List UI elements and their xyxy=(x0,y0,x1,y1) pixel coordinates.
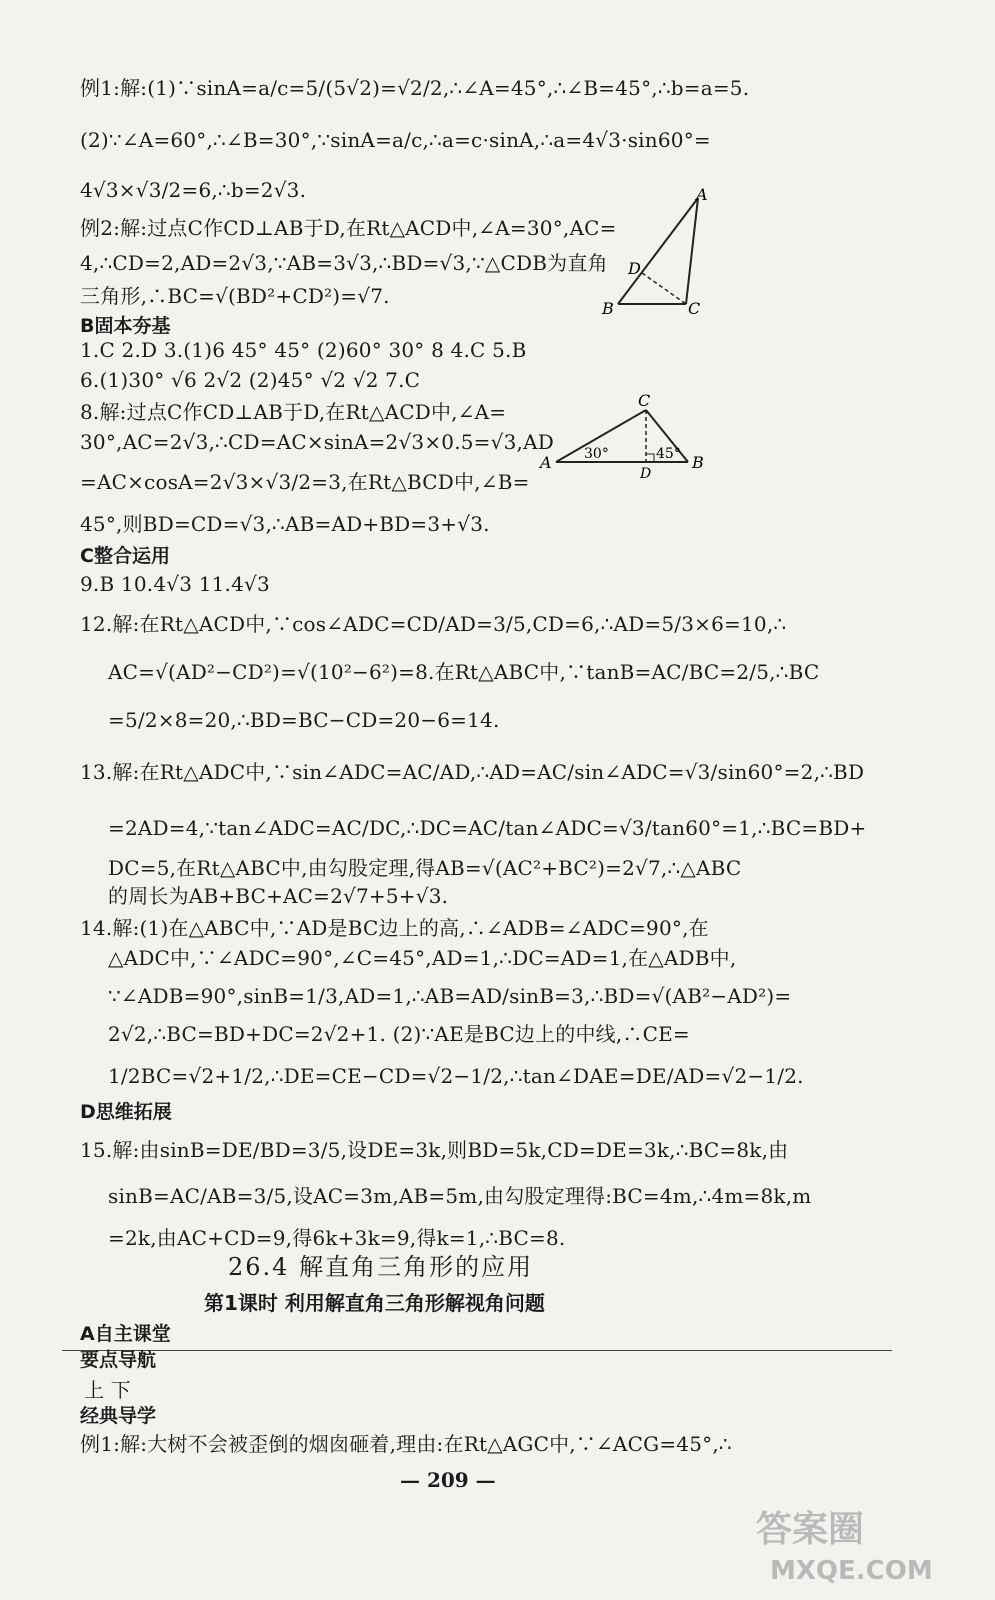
text-line: 6.(1)30° √6 2√2 (2)45° √2 √2 7.C xyxy=(80,368,421,392)
label-d: D xyxy=(640,466,652,482)
text-line: 例2:解:过点C作CD⊥AB于D,在Rt△ACD中,∠A=30°,AC= xyxy=(80,216,617,240)
text-line: 4,∴CD=2,AD=2√3,∵AB=3√3,∴BD=√3,∵△CDB为直角 xyxy=(80,251,608,275)
triangle-figure-1 xyxy=(596,188,716,323)
section-heading: B固本夯基 xyxy=(80,315,171,337)
text-line: AC=√(AD²−CD²)=√(10²−6²)=8.在Rt△ABC中,∵tanB=AC/BC=2/5,∴BC xyxy=(108,660,820,684)
text-line: 8.解:过点C作CD⊥AB于D,在Rt△ACD中,∠A= xyxy=(80,400,507,424)
divider xyxy=(62,1350,892,1351)
text-line: sinB=AC/AB=3/5,设AC=3m,AB=5m,由勾股定理得:BC=4m,∴4m=8k,m xyxy=(108,1184,812,1208)
label-b: B xyxy=(602,299,614,318)
section-heading: D思维拓展 xyxy=(80,1101,172,1123)
text-line: 2√2,∴BC=BD+DC=2√2+1. (2)∵AE是BC边上的中线,∴CE= xyxy=(108,1022,690,1046)
subheading: 要点导航 xyxy=(80,1349,157,1371)
text-line: 1/2BC=√2+1/2,∴DE=CE−CD=√2−1/2,∴tan∠DAE=DE/AD=√2−1/2. xyxy=(108,1064,804,1088)
text-line: =2AD=4,∵tan∠ADC=AC/DC,∴DC=AC/tan∠ADC=√3/tan60°=1,∴BC=BD+ xyxy=(108,816,867,840)
section-title: 26.4 解直角三角形的应用 xyxy=(228,1253,534,1281)
label-a: A xyxy=(540,453,552,472)
text-line: ∵∠ADB=90°,sinB=1/3,AD=1,∴AB=AD/sinB=3,∴BD=√(AB²−AD²)= xyxy=(108,984,792,1008)
text-line: DC=5,在Rt△ABC中,由勾股定理,得AB=√(AC²+BC²)=2√7,∴△ABC xyxy=(108,856,742,880)
text-line: 30°,AC=2√3,∴CD=AC×sinA=2√3×0.5=√3,AD xyxy=(80,430,554,454)
angle-a-label: 30° xyxy=(584,446,609,462)
lesson-title: 第1课时 利用解直角三角形解视角问题 xyxy=(204,1291,545,1315)
watermark-logo: 答案圈 xyxy=(756,1509,865,1550)
text-line: 15.解:由sinB=DE/BD=3/5,设DE=3k,则BD=5k,CD=DE=3k,∴BC=8k,由 xyxy=(80,1138,789,1162)
text-line: 上 下 xyxy=(84,1378,131,1402)
text-line: 45°,则BD=CD=√3,∴AB=AD+BD=3+√3. xyxy=(80,512,490,536)
text-line: =5/2×8=20,∴BD=BC−CD=20−6=14. xyxy=(108,708,500,732)
text-line: 13.解:在Rt△ADC中,∵sin∠ADC=AC/AD,∴AD=AC/sin∠ADC=√3/sin60°=2,∴BD xyxy=(80,760,865,784)
page-number: — 209 — xyxy=(400,1468,496,1492)
text-line: 例1:解:(1)∵sinA=a/c=5/(5√2)=√2/2,∴∠A=45°,∴∠B=45°,∴b=a=5. xyxy=(80,76,750,100)
text-line: (2)∵∠A=60°,∴∠B=30°,∵sinA=a/c,∴a=c·sinA,∴a=4√3·sin60°= xyxy=(80,128,711,152)
text-line: 14.解:(1)在△ABC中,∵AD是BC边上的高,∴∠ADB=∠ADC=90°,在 xyxy=(80,916,709,940)
label-b: B xyxy=(692,453,704,472)
text-line: 9.B 10.4√3 11.4√3 xyxy=(80,572,270,596)
text-line: =2k,由AC+CD=9,得6k+3k=9,得k=1,∴BC=8. xyxy=(108,1226,566,1250)
label-d: D xyxy=(628,259,641,278)
label-c: C xyxy=(688,299,701,318)
label-c: C xyxy=(638,391,651,410)
angle-b-label: 45° xyxy=(656,446,681,462)
text-line: 三角形,∴BC=√(BD²+CD²)=√7. xyxy=(80,284,390,308)
text-line: 的周长为AB+BC+AC=2√7+5+√3. xyxy=(108,884,449,908)
text-line: =AC×cosA=2√3×√3/2=3,在Rt△BCD中,∠B= xyxy=(80,470,530,494)
text-line: 例1:解:大树不会被歪倒的烟囱砸着,理由:在Rt△AGC中,∵∠ACG=45°,∴ xyxy=(80,1432,732,1456)
section-heading: C整合运用 xyxy=(80,545,170,567)
watermark-url: MXQE.COM xyxy=(770,1556,933,1586)
subheading: 经典导学 xyxy=(80,1405,157,1427)
label-a: A xyxy=(696,188,708,204)
section-heading: A自主课堂 xyxy=(80,1323,171,1345)
text-line: △ADC中,∵∠ADC=90°,∠C=45°,AD=1,∴DC=AD=1,在△ADB中, xyxy=(108,946,737,970)
triangle-figure-2 xyxy=(538,390,720,482)
text-line: 1.C 2.D 3.(1)6 45° 45° (2)60° 30° 8 4.C 5.B xyxy=(80,338,527,362)
text-line: 4√3×√3/2=6,∴b=2√3. xyxy=(80,178,307,202)
text-line: 12.解:在Rt△ACD中,∵cos∠ADC=CD/AD=3/5,CD=6,∴AD=5/3×6=10,∴ xyxy=(80,612,787,636)
